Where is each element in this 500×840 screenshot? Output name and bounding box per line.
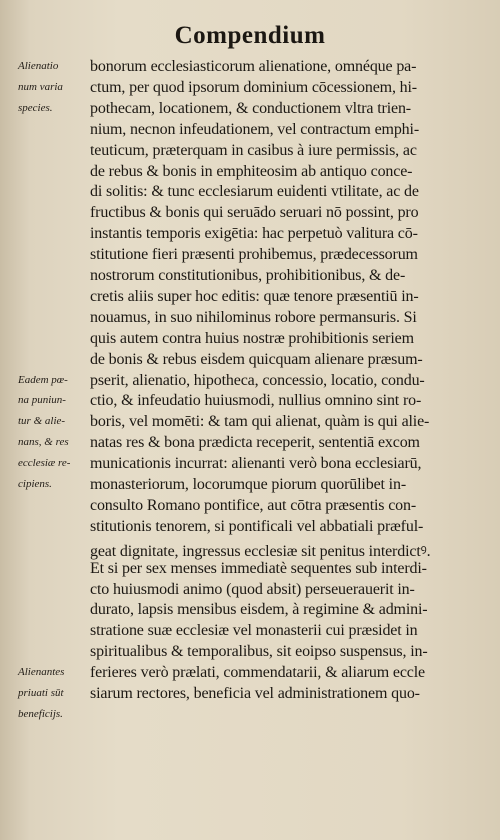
margin-note: cipiens.	[18, 478, 52, 490]
text-line: siarum rectores, beneficia vel administrationem quo-	[90, 685, 420, 702]
text-line: cretis aliis super hoc editis: quæ tenore præsentiū in-	[90, 287, 419, 305]
text-line: Et si per sex menses immediatè sequentes sub interdi-	[90, 559, 427, 577]
text-line: de bonis & rebus eisdem quicquam alienare præsum-	[90, 350, 423, 368]
text-line: pserit, alienatio, hipotheca, concessio, locatio, condu-	[90, 371, 425, 389]
margin-note: Alienantes	[18, 666, 65, 679]
text-line: ctum, per quod ipsorum dominium cōcessionem, hi-	[90, 78, 417, 96]
text-line: de rebus & bonis in emphiteosim ab antiquo conce-	[90, 162, 413, 180]
text-line: instantis temporis exigētia: hac perpetuò valitura cō-	[90, 225, 418, 243]
text-line: consulto Romano pontifice, aut cōtra præsentis con-	[90, 496, 417, 514]
text-line: ctio, & infeudatio huiusmodi, nullius omnino sint ro-	[90, 392, 422, 410]
margin-note: species.	[18, 101, 53, 114]
text-line: nostrorum constitutionibus, prohibitionibus, & de-	[90, 267, 406, 284]
text-line: bonorum ecclesiasticorum alienatione, omnéque pa-	[90, 58, 417, 75]
text-line: municationis incurrat: alienanti verò bona ecclesiarū,	[90, 455, 422, 473]
text-line: di solitis: & tunc ecclesiarum euidenti vtilitate, ac de	[90, 183, 419, 201]
text-line: cto huiusmodi animo (quod absit) perseuerauerit in-	[90, 580, 415, 598]
text-line: nouamus, in suo nihilominus robore permansuris. Si	[90, 308, 417, 326]
margin-note: Alienatio	[18, 60, 59, 72]
text-line: boris, vel momēti: & tam qui alienat, quàm is qui alie-	[90, 413, 430, 431]
text-line: spiritualibus & temporalibus, sit eoipso suspensus, in-	[90, 643, 428, 661]
text-line: stitutione fieri præsenti prohibemus, prædecessorum	[90, 246, 418, 264]
margin-note: num varia	[18, 80, 63, 93]
text-line: teuticum, præterquam in casibus à iure permissis, ac	[90, 141, 417, 159]
margin-note: na puniun-	[18, 394, 66, 407]
margin-note: Eadem pœ-	[18, 373, 68, 386]
margin-note: nans, & res	[18, 436, 69, 449]
text-line: stratione suæ ecclesiæ vel monasterii cui præsidet in	[90, 622, 418, 640]
margin-note: tur & alie-	[18, 415, 66, 428]
text-line: monasteriorum, locorumque piorum quorūlibet in-	[90, 476, 406, 493]
text-line: geat dignitate, ingressus ecclesiæ sit penitus interdictꝰ.	[90, 542, 431, 560]
text-line: ferieres verò prælati, commendatarii, & aliarum eccle	[90, 664, 426, 682]
text-line: pothecam, locationem, & conductionem vltra trien-	[90, 99, 411, 117]
text-line: quis autem contra huius nostræ prohibitionis seriem	[90, 329, 414, 347]
text-line: fructibus & bonis qui seruādo seruari nō possint, pro	[90, 204, 419, 222]
text-line: stitutionis tenorem, si pontificali vel abbatiali præful-	[90, 517, 424, 535]
margin-note: beneficijs.	[18, 707, 63, 720]
running-header: Compendium	[174, 22, 326, 49]
margin-note: priuati sūt	[18, 687, 64, 699]
text-line: nium, necnon infeudationem, vel contractum emphi-	[90, 120, 419, 138]
text-line: durato, lapsis mensibus eisdem, à regimine & admini-	[90, 601, 428, 619]
text-line: natas res & bona prædicta receperit, sententiā excom	[90, 434, 420, 452]
margin-note: ecclesiæ re-	[18, 457, 71, 470]
